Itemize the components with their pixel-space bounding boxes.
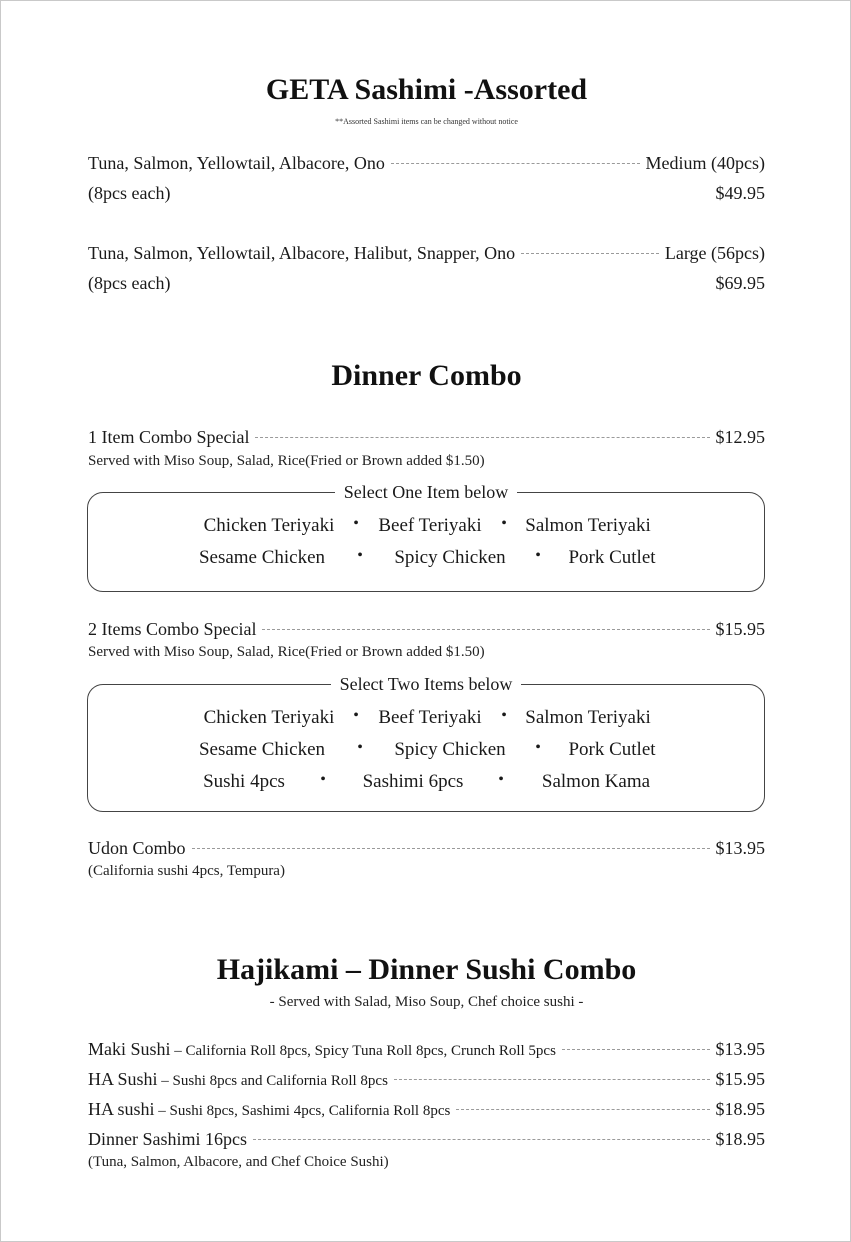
bullet: • [501, 707, 507, 724]
item-sub: Served with Miso Soup, Salad, Rice(Fried or Brown added $1.50) [88, 644, 485, 660]
item-size: Medium (40pcs) [645, 153, 765, 173]
leader-dots [394, 1079, 710, 1080]
item-sub: (8pcs each) [88, 273, 171, 293]
menu-item [88, 838, 765, 859]
leader-dots [562, 1049, 710, 1050]
bullet: • [353, 707, 359, 724]
option-item: Pork Cutlet [568, 739, 656, 760]
item-name: Tuna, Salmon, Yellowtail, Albacore, Halibut, Snapper, Ono [88, 243, 516, 263]
item-price: $49.95 [715, 183, 765, 203]
option-item: Salmon Teriyaki [525, 707, 651, 728]
item-price: $13.95 [715, 1039, 765, 1059]
option-item: Chicken Teriyaki [203, 707, 335, 728]
option-item: Chicken Teriyaki [203, 515, 335, 536]
bullet: • [353, 515, 359, 532]
item-name: Dinner Sashimi 16pcs [88, 1129, 247, 1149]
bullet: • [498, 771, 504, 788]
item-price: $15.95 [715, 1069, 765, 1089]
option-item: Beef Teriyaki [378, 515, 482, 536]
option-item: Sushi 4pcs [203, 771, 285, 792]
item-sub: (8pcs each) [88, 183, 171, 203]
menu-item-line2 [88, 183, 765, 204]
leader-dots [521, 253, 659, 254]
bullet: • [320, 771, 326, 788]
item-name: HA sushi – Sushi 8pcs, Sashimi 4pcs, California Roll 8pcs [88, 1099, 451, 1119]
item-name: 1 Item Combo Special [88, 427, 250, 447]
option-box-two [87, 674, 765, 812]
item-size: Large (56pcs) [664, 243, 765, 263]
option-box-label: Select One Item below [88, 481, 764, 503]
item-price: $18.95 [715, 1099, 765, 1119]
option-item: Sesame Chicken [198, 739, 326, 760]
item-name: Maki Sushi – California Roll 8pcs, Spicy Tuna Roll 8pcs, Crunch Roll 5pcs [88, 1039, 556, 1059]
leader-dots [255, 437, 709, 438]
item-price: $18.95 [715, 1129, 765, 1149]
option-box-one [87, 482, 765, 592]
item-sub: (Tuna, Salmon, Albacore, and Chef Choice Sushi) [88, 1154, 389, 1170]
sashimi-title: GETA Sashimi -Assorted [265, 73, 588, 106]
menu-item [88, 427, 765, 448]
leader-dots [253, 1139, 710, 1140]
item-sub: (California sushi 4pcs, Tempura) [88, 863, 285, 879]
sashimi-note: **Assorted Sashimi items can be changed without notice [335, 117, 518, 126]
menu-item [88, 1039, 765, 1060]
leader-dots [192, 848, 710, 849]
dinner-combo-title: Dinner Combo [331, 359, 522, 392]
option-item: Sesame Chicken [198, 547, 326, 568]
item-name: HA Sushi – Sushi 8pcs and California Roll 8pcs [88, 1069, 388, 1089]
item-desc: – Sushi 8pcs and California Roll 8pcs [157, 1073, 388, 1089]
bullet: • [357, 547, 363, 564]
menu-item [88, 1129, 765, 1150]
bullet: • [535, 739, 541, 756]
menu-item [88, 153, 765, 174]
item-sub: Served with Miso Soup, Salad, Rice(Fried or Brown added $1.50) [88, 453, 485, 469]
item-price: $69.95 [715, 273, 765, 293]
item-price: $15.95 [715, 619, 765, 639]
item-name: 2 Items Combo Special [88, 619, 257, 639]
item-price: $12.95 [715, 427, 765, 447]
item-name: Udon Combo [88, 838, 186, 858]
menu-item [88, 619, 765, 640]
option-item: Spicy Chicken [394, 739, 506, 760]
bullet: • [535, 547, 541, 564]
option-item: Pork Cutlet [568, 547, 656, 568]
option-item: Salmon Teriyaki [525, 515, 651, 536]
option-item: Salmon Kama [541, 771, 651, 792]
bullet: • [357, 739, 363, 756]
item-desc: – California Roll 8pcs, Spicy Tuna Roll 8pcs, Crunch Roll 5pcs [170, 1043, 556, 1059]
option-item: Sashimi 6pcs [362, 771, 464, 792]
leader-dots [456, 1109, 709, 1110]
menu-item [88, 243, 765, 264]
option-box-label: Select Two Items below [88, 673, 764, 695]
hajikami-title: Hajikami – Dinner Sushi Combo [216, 953, 637, 986]
option-item: Spicy Chicken [394, 547, 506, 568]
item-price: $13.95 [715, 838, 765, 858]
hajikami-subtitle: - Served with Salad, Miso Soup, Chef choice sushi - [269, 994, 584, 1010]
menu-item-line2 [88, 273, 765, 294]
option-item: Beef Teriyaki [378, 707, 482, 728]
leader-dots [262, 629, 709, 630]
menu-item [88, 1069, 765, 1090]
bullet: • [501, 515, 507, 532]
item-name: Tuna, Salmon, Yellowtail, Albacore, Ono [88, 153, 385, 173]
menu-item [88, 1099, 765, 1120]
item-desc: – Sushi 8pcs, Sashimi 4pcs, California Roll 8pcs [154, 1103, 451, 1119]
leader-dots [391, 163, 640, 164]
